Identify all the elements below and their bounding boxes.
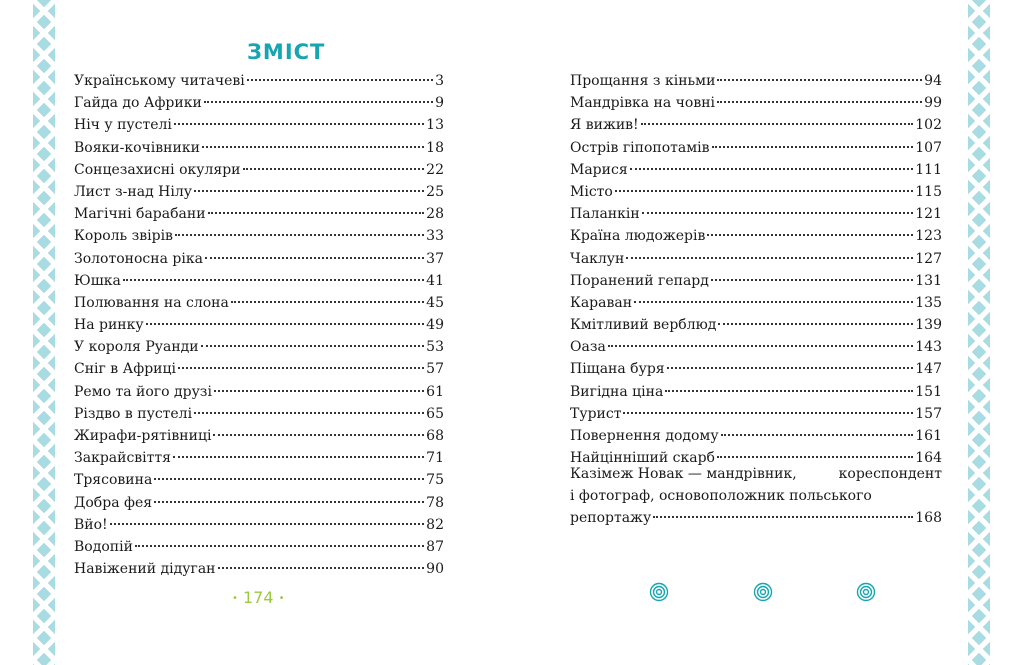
toc-entry-title: Повернення додому — [570, 428, 719, 444]
dot-leader — [717, 101, 922, 103]
toc-entry-page: 157 — [915, 405, 942, 422]
toc-entry-page: 127 — [915, 250, 942, 267]
dot-leader — [218, 567, 425, 569]
toc-entry-page: 33 — [426, 228, 444, 245]
toc-entry-page: 78 — [426, 494, 444, 511]
toc-entry-page: 68 — [426, 428, 444, 444]
toc-entry[interactable] — [74, 381, 444, 403]
dot-leader — [608, 345, 913, 347]
dot-leader — [717, 79, 922, 81]
toc-entry-title: Жирафи-рятівниці — [74, 428, 212, 444]
toc-entry[interactable] — [74, 248, 444, 270]
toc-entry-title: Золотоносна ріка — [74, 250, 203, 267]
dot-leader — [707, 234, 913, 236]
toc-entry[interactable] — [570, 203, 942, 225]
dot-leader — [123, 279, 424, 281]
dot-leader — [653, 516, 913, 518]
toc-entry-page: 25 — [426, 183, 444, 200]
toc-entry-title: У короля Руанди — [74, 339, 199, 356]
dot-ornament: • — [278, 593, 285, 604]
dot-leader — [231, 301, 424, 303]
toc-entry-page: 41 — [426, 272, 444, 289]
toc-entry[interactable] — [74, 403, 444, 425]
toc-entry[interactable] — [74, 159, 444, 181]
toc-entry-page: 99 — [924, 95, 942, 112]
toc-entry[interactable] — [570, 159, 942, 181]
toc-entry[interactable] — [74, 114, 444, 136]
toc-left-column — [74, 70, 444, 580]
toc-entry-title: Українському читачеві — [74, 73, 245, 89]
dot-leader — [711, 279, 913, 281]
toc-entry[interactable] — [74, 336, 444, 358]
toc-entry-line — [570, 507, 942, 529]
toc-entry-page: 49 — [426, 317, 444, 334]
dot-leader — [247, 79, 433, 81]
spiral-icon — [856, 582, 876, 602]
toc-entry-page: 151 — [915, 383, 942, 400]
toc-entry-title: Магічні барабани — [74, 206, 206, 223]
dot-leader — [626, 257, 913, 259]
toc-entry[interactable] — [74, 314, 444, 336]
dot-leader — [721, 434, 914, 436]
toc-entry-title: Гайда до Африки — [74, 95, 202, 112]
page-number — [232, 588, 285, 607]
toc-entry-page: 111 — [915, 161, 942, 178]
toc-entry-page: 61 — [426, 383, 444, 400]
toc-entry-page: 13 — [426, 117, 444, 134]
toc-entry-title: Марися — [570, 161, 628, 178]
toc-entry-page: 57 — [426, 361, 444, 378]
dot-leader — [154, 501, 424, 503]
toc-entry-title: Сніг в Африці — [74, 361, 176, 378]
toc-entry[interactable] — [570, 403, 942, 425]
toc-entry-title: Різдво в пустелі — [74, 405, 193, 422]
dot-leader — [194, 190, 424, 192]
dot-leader — [146, 323, 425, 325]
toc-entry[interactable] — [74, 425, 444, 447]
toc-entry-page: 123 — [915, 228, 942, 245]
toc-entry[interactable] — [570, 314, 942, 336]
toc-entry[interactable] — [570, 358, 942, 380]
toc-entry[interactable] — [74, 292, 444, 314]
toc-entry-page: 22 — [426, 161, 444, 178]
toc-entry-title: Вояки-кочівники — [74, 139, 200, 156]
toc-entry[interactable] — [74, 225, 444, 247]
toc-entry[interactable] — [570, 70, 942, 92]
toc-entry-page: 71 — [426, 450, 444, 467]
toc-entry[interactable] — [570, 137, 942, 159]
dot-leader — [665, 390, 913, 392]
dot-leader — [205, 257, 424, 259]
dot-leader — [667, 367, 914, 369]
toc-entry-title-part: Казімеж Новак — мандрівник, — [570, 466, 797, 482]
toc-entry[interactable] — [74, 70, 444, 92]
toc-entry-title: Водопій — [74, 538, 133, 555]
dot-leader — [634, 301, 913, 303]
toc-entry[interactable] — [570, 381, 942, 403]
spiral-icon — [753, 582, 773, 602]
toc-entry-page: 75 — [426, 472, 444, 489]
toc-entry[interactable] — [74, 469, 444, 491]
toc-entry-title: Поранений гепард — [570, 272, 709, 289]
dot-leader — [642, 212, 914, 214]
toc-entry-page: 121 — [915, 206, 942, 223]
toc-entry-title: Я вижив! — [570, 117, 639, 134]
toc-entry-page: 168 — [915, 510, 942, 527]
toc-entry-page: 115 — [915, 183, 942, 200]
page-number-value: 174 — [243, 588, 274, 607]
right-lattice-border — [968, 0, 990, 665]
dot-leader — [173, 456, 424, 458]
toc-entry-title: Прощання з кіньми — [570, 73, 716, 89]
dot-leader — [623, 412, 913, 414]
dot-leader — [110, 523, 424, 525]
dot-leader — [135, 545, 424, 547]
toc-entry-page: 82 — [426, 516, 444, 533]
toc-entry-title: Піщана буря — [570, 361, 665, 378]
toc-entry[interactable] — [570, 181, 942, 203]
toc-entry-title-part: кореспондент — [838, 466, 942, 482]
toc-entry-title: Мандрівка на човні — [570, 95, 716, 112]
toc-entry-page: 139 — [915, 317, 942, 334]
toc-entry-title: На ринку — [74, 317, 144, 334]
toc-entry[interactable] — [74, 203, 444, 225]
toc-entry-title: Острів гіпопотамів — [570, 139, 710, 156]
toc-entry-title: Паланкін — [570, 206, 640, 223]
toc-entry-page: 102 — [915, 117, 942, 134]
toc-entry-title: Закрайсвіття — [74, 450, 171, 467]
toc-entry-multiline[interactable] — [570, 463, 942, 530]
toc-entry[interactable] — [74, 92, 444, 114]
toc-right-column — [570, 70, 942, 469]
toc-entry-page: 53 — [426, 339, 444, 356]
toc-entry-title: Вигідна ціна — [570, 383, 664, 400]
toc-entry-title: Добра фея — [74, 494, 153, 511]
toc-entry-title: Вйо! — [74, 516, 108, 533]
toc-entry-page: 87 — [426, 538, 444, 555]
dot-leader — [201, 345, 425, 347]
dot-leader — [717, 456, 913, 458]
toc-entry-page: 107 — [915, 139, 942, 156]
toc-entry-page: 9 — [435, 95, 444, 112]
toc-entry-page: 18 — [426, 139, 444, 156]
toc-entry-title: Ніч у пустелі — [74, 117, 172, 134]
toc-entry-title: Трясовина — [74, 472, 153, 489]
toc-entry[interactable] — [570, 292, 942, 314]
toc-entry[interactable] — [74, 492, 444, 514]
spiral-icon — [649, 582, 669, 602]
toc-entry-page: 131 — [915, 272, 942, 289]
toc-entry-line: і фотограф, основоположник польського — [570, 488, 872, 505]
toc-entry[interactable] — [74, 181, 444, 203]
toc-entry-title: Ремо та його друзі — [74, 383, 212, 400]
dot-leader — [213, 434, 424, 436]
toc-entry-page: 94 — [924, 73, 942, 89]
toc-entry-page: 45 — [426, 294, 444, 311]
dot-ornament: • — [232, 593, 238, 604]
toc-entry-page: 161 — [915, 428, 942, 444]
toc-entry-page: 37 — [426, 250, 444, 267]
toc-entry[interactable] — [570, 92, 942, 114]
toc-entry[interactable] — [74, 536, 444, 558]
toc-entry-page: 147 — [915, 361, 942, 378]
dot-leader — [204, 101, 433, 103]
dot-leader — [194, 412, 424, 414]
toc-entry-title: Караван — [570, 294, 633, 311]
dot-leader — [243, 168, 425, 170]
toc-entry-page: 28 — [426, 206, 444, 223]
dot-leader — [178, 367, 424, 369]
toc-entry-title: Лист з-над Нілу — [74, 183, 192, 200]
toc-entry[interactable] — [74, 558, 444, 580]
dot-leader — [712, 146, 914, 148]
toc-entry[interactable] — [74, 447, 444, 469]
toc-entry[interactable] — [570, 114, 942, 136]
dot-leader — [208, 212, 425, 214]
toc-entry-line — [570, 463, 942, 485]
toc-entry-title: Полювання на слона — [74, 294, 229, 311]
toc-entry[interactable] — [570, 336, 942, 358]
dot-leader — [718, 323, 913, 325]
toc-entry[interactable] — [570, 248, 942, 270]
toc-entry[interactable] — [74, 358, 444, 380]
toc-entry-title: Місто — [570, 183, 613, 200]
toc-entry-title: Сонцезахисні окуляри — [74, 161, 241, 178]
toc-entry[interactable] — [570, 425, 942, 447]
dot-leader — [615, 190, 913, 192]
page-title: ЗМІСТ — [247, 40, 326, 64]
toc-entry[interactable] — [74, 137, 444, 159]
toc-entry-page: 135 — [915, 294, 942, 311]
dot-leader — [214, 390, 424, 392]
toc-entry-title: Найцінніший скарб — [570, 450, 715, 467]
toc-entry[interactable] — [570, 225, 942, 247]
toc-entry-title: Оаза — [570, 339, 606, 356]
toc-entry-title: Кмітливий верблюд — [570, 317, 717, 334]
toc-entry[interactable] — [74, 514, 444, 536]
dot-leader — [154, 478, 424, 480]
toc-entry-title: Країна людожерів — [570, 228, 706, 245]
toc-entry-page: 65 — [426, 405, 444, 422]
dot-leader — [202, 146, 424, 148]
toc-entry-page: 143 — [915, 339, 942, 356]
toc-entry-page: 90 — [426, 561, 444, 578]
toc-entry-title: Турист — [570, 405, 622, 422]
toc-entry-title: Чаклун — [570, 250, 625, 267]
toc-entry-title: Король звірів — [74, 228, 173, 245]
dot-leader — [174, 123, 424, 125]
toc-entry[interactable] — [74, 270, 444, 292]
toc-entry-title-part: репортажу — [570, 510, 652, 527]
dot-leader — [630, 168, 914, 170]
toc-entry-title: Навіжений дідуган — [74, 561, 216, 578]
toc-entry[interactable] — [570, 270, 942, 292]
dot-leader — [175, 234, 424, 236]
toc-entry-page: 164 — [915, 450, 942, 467]
toc-entry-page: 3 — [435, 73, 444, 89]
toc-entry-title: Юшка — [74, 272, 121, 289]
dot-leader — [641, 123, 914, 125]
left-lattice-border — [33, 0, 55, 665]
